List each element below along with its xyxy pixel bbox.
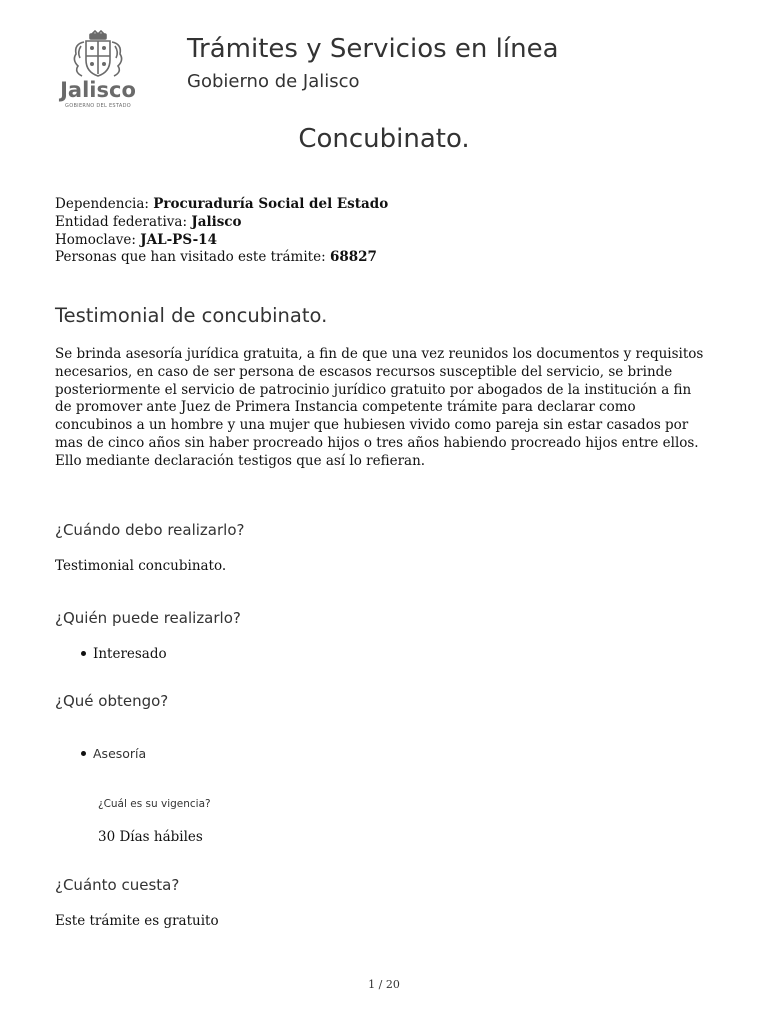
meta-homoclave [55,232,388,250]
jalisco-logo [52,30,144,112]
page-title: Concubinato. [298,124,470,154]
meta-visitas [55,249,388,267]
meta-homoclave-value: JAL-PS-14 [140,231,217,248]
logo-wordmark: Jalisco [60,78,136,102]
bullet-icon [81,651,86,656]
quien-heading: ¿Quién puede realizarlo? [55,609,241,627]
bullet-icon [81,751,86,756]
meta-homoclave-label: Homoclave: [55,231,136,248]
cuando-text: Testimonial concubinato. [55,558,227,574]
vigencia-question: ¿Cuál es su vigencia? [98,798,211,810]
cuanto-text: Este trámite es gratuito [55,913,219,929]
que-obtengo-list-item [81,746,146,761]
section-title: Testimonial de concubinato. [55,304,328,327]
meta-dependencia-value: Procuraduría Social del Estado [153,196,389,212]
section-description: Se brinda asesoría jurídica gratuita, a fin de que una vez reunidos los documentos y requisitos necesarios, en caso de ser persona de escasos recursos susceptible del servicio, se brinde posteriormente el servicio de patrocinio jurídico gratuito por abogados de la institución a fin de promover ante Juez de Primera Instancia competente trámite para declarar como concubinos a un hombre y una mujer que hubiesen vivido como pareja sin estar casados por mas de cinco años sin haber procreado hijos o tres años habiendo procreado hijos entre ellos. Ello mediante declaración testigos que así lo refieran. [55,346,704,469]
quien-item-label: Interesado [93,646,167,662]
cuanto-heading: ¿Cuánto cuesta? [55,876,180,894]
logo-subtitle: GOBIERNO DEL ESTADO [65,103,131,109]
que-obtengo-heading: ¿Qué obtengo? [55,692,169,710]
meta-entidad [55,214,388,232]
site-title: Trámites y Servicios en línea [187,34,559,64]
meta-entidad-value: Jalisco [191,213,242,230]
meta-visitas-label: Personas que han visitado este trámite: [55,249,326,266]
quien-list-item [81,646,167,662]
meta-visitas-value: 68827 [329,249,377,266]
page-indicator: 1 / 20 [368,978,400,991]
que-obtengo-item-label: Asesoría [93,746,147,761]
meta-dependencia [55,196,388,214]
vigencia-value: 30 Días hábiles [98,829,203,845]
meta-entidad-label: Entidad federativa: [55,213,188,230]
procedure-metadata [55,196,388,267]
meta-dependencia-label: Dependencia: [55,196,149,212]
cuando-heading: ¿Cuándo debo realizarlo? [55,521,245,539]
site-subtitle: Gobierno de Jalisco [187,71,360,92]
coat-of-arms-icon [52,30,144,80]
